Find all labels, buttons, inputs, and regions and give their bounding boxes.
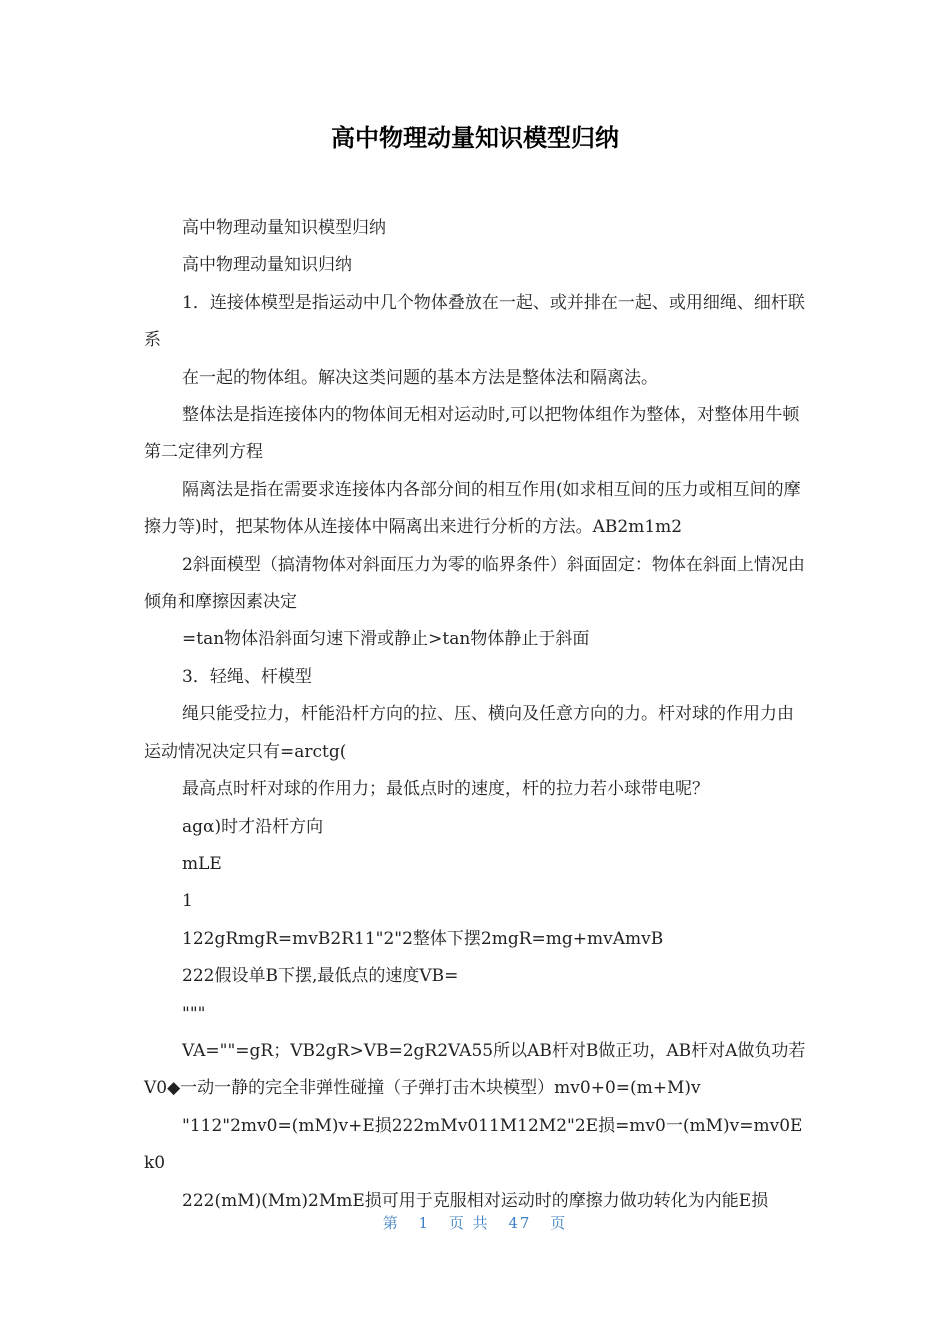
paragraph: 最高点时杆对球的作用力；最低点时的速度，杆的拉力若小球带电呢？ [182,779,709,800]
paragraph: 高中物理动量知识模型归纳 [182,218,386,238]
document-title: 高中物理动量知识模型归纳 [331,124,619,152]
paragraph: 222(mM)(Mm)2MmE损可用于克服相对运动时的摩擦力做功转化为内能E损 [182,1190,769,1211]
paragraph: agα)时才沿杆方向 [182,816,324,837]
paragraph: 2斜面模型（搞清物体对斜面压力为零的临界条件）斜面固定：物体在斜面上情况由倾角和摩擦因素决定 [144,554,805,613]
paragraph: 1．连接体模型是指运动中几个物体叠放在一起、或并排在一起、或用细绳、细杆联系 [144,292,805,351]
paragraph: 3．轻绳、杆模型 [182,666,312,687]
footer-total-pages: 47 [508,1214,532,1232]
paragraph: 高中物理动量知识归纳 [182,255,352,276]
footer-current-page: 1 [418,1214,431,1232]
paragraph: "112"2mv0=(mM)v+E损222mMv011M12M2"2E损=mv0一(mM)v=mv0Ek0 [144,1115,803,1174]
paragraph: 绳只能受拉力，杆能沿杆方向的拉、压、横向及任意方向的力。杆对球的作用力由运动情况决定只有=arctg( [144,704,794,762]
footer-middle: 页 共 [448,1214,490,1232]
paragraph: VA=""=gR；VB2gR>VB=2gR2VA55所以AB杆对B做正功，AB杆对A做负功若V0◆一动一静的完全非弹性碰撞（子弹打击木块模型）mv0+0=(m+M)v [144,1040,806,1099]
footer-suffix: 页 [550,1214,568,1232]
paragraph: """ [182,1003,206,1024]
page-footer [0,1212,950,1233]
paragraph: =tan物体沿斜面匀速下滑或静止>tan物体静止于斜面 [182,629,590,650]
document-body [144,210,808,1220]
paragraph: 222假设单B下摆,最低点的速度VB= [182,966,459,987]
paragraph: 122gRmgR=mvB2R11"2"2整体下摆2mgR=mg+mvAmvB [182,928,664,949]
paragraph: 整体法是指连接体内的物体间无相对运动时,可以把物体组作为整体，对整体用牛顿第二定律列方程 [144,405,800,463]
paragraph: 隔离法是指在需要求连接体内各部分间的相互作用(如求相互间的压力或相互间的摩擦力等)时，把某物体从连接体中隔离出来进行分析的方法。AB2m1m2 [144,479,801,538]
paragraph: mLE [182,853,222,874]
footer-prefix: 第 [382,1214,400,1232]
paragraph: 1 [182,891,193,912]
paragraph: 在一起的物体组。解决这类问题的基本方法是整体法和隔离法。 [182,367,658,388]
